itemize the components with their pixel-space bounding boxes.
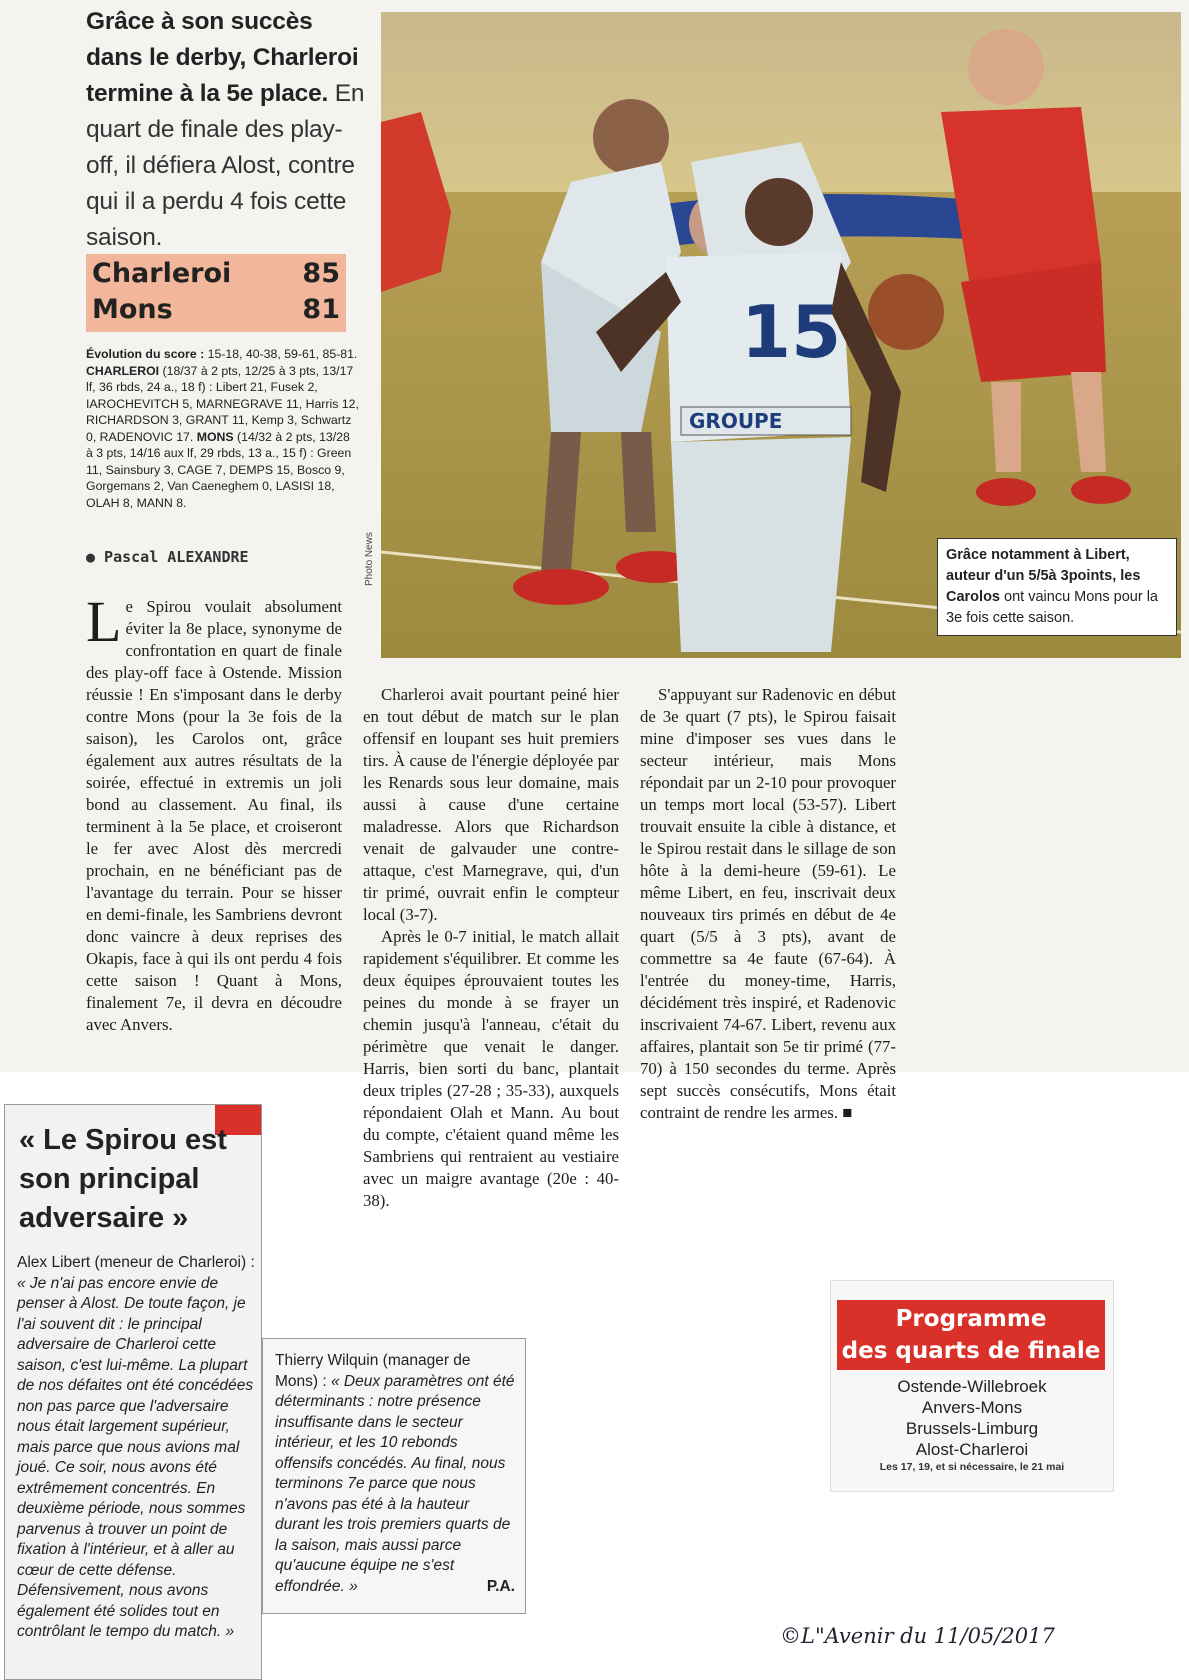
col1-text: e Spirou voulait absolument éviter la 8e place, synonyme de confrontation en quart de finale des play-off face à Ostende. Mission réussie ! En s'imposant dans le derby contre Mons (pour la 3e fois de la saison), les Carolos ont, grâce également aux autres résultats de la soirée, effectué in extremis un joli bond au classement. Au final, ils terminent à la 5e place, et croiseront le fer avec Alost dès mercredi prochain, en ne bénéficiant pas de l'avantage du terrain. Pour se hisser en demi-finale, les Sambriens devront donc vaincre à deux reprises des Okapis, face à qui ils ont perdu 4 fois cette saison ! Quant à Mons, finalement 7e, il devra en découdre avec Anvers. <box>86 597 342 1034</box>
score-away <box>92 294 340 325</box>
programme-title-line-2: des quarts de finale <box>841 1338 1101 1364</box>
match-item: Alost-Charleroi <box>915 1440 1029 1459</box>
col2-paragraph-1: Charleroi avait pourtant peiné hier en tout début de match sur le plan offensif en loupant ses huit premiers tirs. À cause de l'énergie déployée par les Renards sous leur domaine, mais aussi à cause d'une certaine maladresse. Alors que Richardson venait de galvauder une contre-attaque, c'est Marnegrave, qui, d'un tir primé, ouvrait enfin le compteur local (3-7). <box>363 685 619 924</box>
photo-credit: Photo News <box>364 532 375 586</box>
score-home-value: 85 <box>302 258 340 289</box>
match-item: Ostende-Willebroek <box>897 1377 1047 1396</box>
score-away-value: 81 <box>302 294 340 325</box>
programme-box <box>830 1280 1114 1492</box>
source-credit: ©L"Avenir du 11/05/2017 <box>780 1624 1055 1648</box>
match-item: Brussels-Limburg <box>905 1419 1039 1438</box>
quote-box-wilquin <box>262 1338 526 1614</box>
scoreboard <box>86 254 346 332</box>
charleroi-label: CHARLEROI <box>86 363 160 378</box>
article-paragraph <box>86 589 342 1036</box>
quote-title: « Le Spirou est son principal adversaire » <box>19 1124 227 1234</box>
intro-rest: En quart de finale des play-off, il défiera Alost, contre qui il a perdu 4 fois cette saison. <box>86 80 365 251</box>
byline: ● Pascal ALEXANDRE <box>86 548 249 566</box>
charleroi-stats: (18/37 à 2 pts, 12/25 à 3 pts, 13/17 lf, 36 rbds, 24 a., 18 f) : Libert 21, Fusek 2, IAROCHEVITCH 5, MARNEGRAVE 11, Harris 12, RICHARDSON 3, GRANT 11, Kemp 3, Schwartz 0, RADENOVIC 17. <box>86 363 359 444</box>
intro-lead: Grâce à son succès dans le derby, Charleroi termine à la 5e place. <box>86 8 359 107</box>
quote-text-wilquin: « Deux paramètres ont été déterminants : notre présence insuffisante dans le secteur intérieur, et les 10 rebonds offensifs concédés. Au final, nous terminons 7e parce que nous n'avons pas été à la hauteur durant les trois premiers quarts de la saison, mais aussi parce qu'aucune équipe ne s'est effondrée. » <box>275 1372 515 1595</box>
team-away: Mons <box>92 294 173 325</box>
article-column-1 <box>86 589 342 1036</box>
match-item: Anvers-Mons <box>921 1398 1023 1417</box>
basketball <box>868 274 944 350</box>
quote-speaker-libert: Alex Libert (meneur de Charleroi) : <box>17 1254 255 1271</box>
quote-signature: P.A. <box>486 1577 515 1595</box>
quote-box-libert <box>4 1104 262 1680</box>
dropcap: L <box>86 589 122 654</box>
quote-text-libert: « Je n'ai pas encore envie de penser à Alost. De toute façon, je l'ai souvent dit : le principal adversaire de Charleroi cette saison, c'est lui-même. La plupart de nos défaites ont été concédées non pas parce que l'adversaire nous était largement supérieur, mais parce que nous avions mal joué. Ce soir, nous avons été extrêmement concentrés. En deuxième période, nous sommes parvenus à trouver un point de fixation à l'intérieur, et à aller au cœur de cette défense. Défensivement, nous avons également été solides tout en contrôlant le tempo du match. » <box>17 1274 254 1640</box>
quote-speaker-wilquin: Thierry Wilquin (manager de Mons) : <box>275 1352 471 1390</box>
mons-stats: (14/32 à 2 pts, 13/28 à 3 pts, 14/16 aux lf, 29 rbds, 13 a., 15 f) : Green 11, Sainsbury 3, CAGE 7, DEMPS 15, Bosco 9, Gorgemans 2, Van Caeneghem 0, LASISI 18, OLAH 8, MANN 8. <box>86 429 352 510</box>
intro-text <box>86 4 370 256</box>
caption-rest: ont vaincu Mons pour la 3e fois cette saison. <box>946 589 1158 626</box>
programme-title-line-1: Programme <box>895 1306 1047 1332</box>
article-column-2 <box>363 684 619 1212</box>
jersey-group: GROUPE <box>689 409 783 433</box>
evolution-label: Évolution du score : <box>86 347 205 361</box>
quote-body-libert <box>17 1253 257 1643</box>
photo-caption <box>937 538 1177 636</box>
col2-paragraph-2: Après le 0-7 initial, le match allait rapidement s'équilibrer. Et comme les deux équipes éprouvaient toutes les peines du monde à se frayer un chemin jusqu'à l'anneau, c'était du périmètre que venait le danger. Harris, bien sorti du banc, plantait deux triples (27-28 ; 35-33), auxquels répondaient Olah et Mann. Au bout du compte, c'étaient quand même les Sambriens qui rentraient au vestiaire avec un maigre avantage (20e : 40-38). <box>363 927 619 1210</box>
team-home: Charleroi <box>92 258 232 289</box>
score-home <box>92 258 340 289</box>
programme-title <box>837 1300 1105 1370</box>
jersey-number: 15 <box>741 290 842 374</box>
caption-bold: Grâce notamment à Libert, auteur d'un 5/5à 3points, les Carolos <box>946 547 1141 605</box>
col3-paragraph: S'appuyant sur Radenovic en début de 3e quart (7 pts), le Spirou faisait mine d'imposer ses vues dans le secteur intérieur, mais Mons répondait par un 2-10 pour provoquer un temps mort local (53-57). Libert trouvait ensuite la cible à distance, et le Spirou restait dans le sillage de son hôte à la demi-heure (59-61). Le même Libert, en feu, inscrivait deux nouveaux tirs primés en début de 4e quart (5/5 à 3 pts), avant de commettre sa 4e faute (67-64). À l'entrée du money-time, Harris, décidément très inspiré, et Radenovic inscrivaient 74-67. Libert, revenu aux affaires, plantait son 5e tir primé (77-70) à 150 secondes du terme. Après sept succès consécutifs, Mons était contraint de rendre les armes. ■ <box>640 685 896 1122</box>
evolution: 15-18, 40-38, 59-61, 85-81. <box>207 347 358 361</box>
article-column-3 <box>640 684 896 1124</box>
programme-dates: Les 17, 19, et si nécessaire, le 21 mai <box>879 1461 1065 1473</box>
match-stats <box>86 346 360 511</box>
mons-label: MONS <box>196 429 234 444</box>
quote-body-wilquin <box>275 1351 515 1597</box>
